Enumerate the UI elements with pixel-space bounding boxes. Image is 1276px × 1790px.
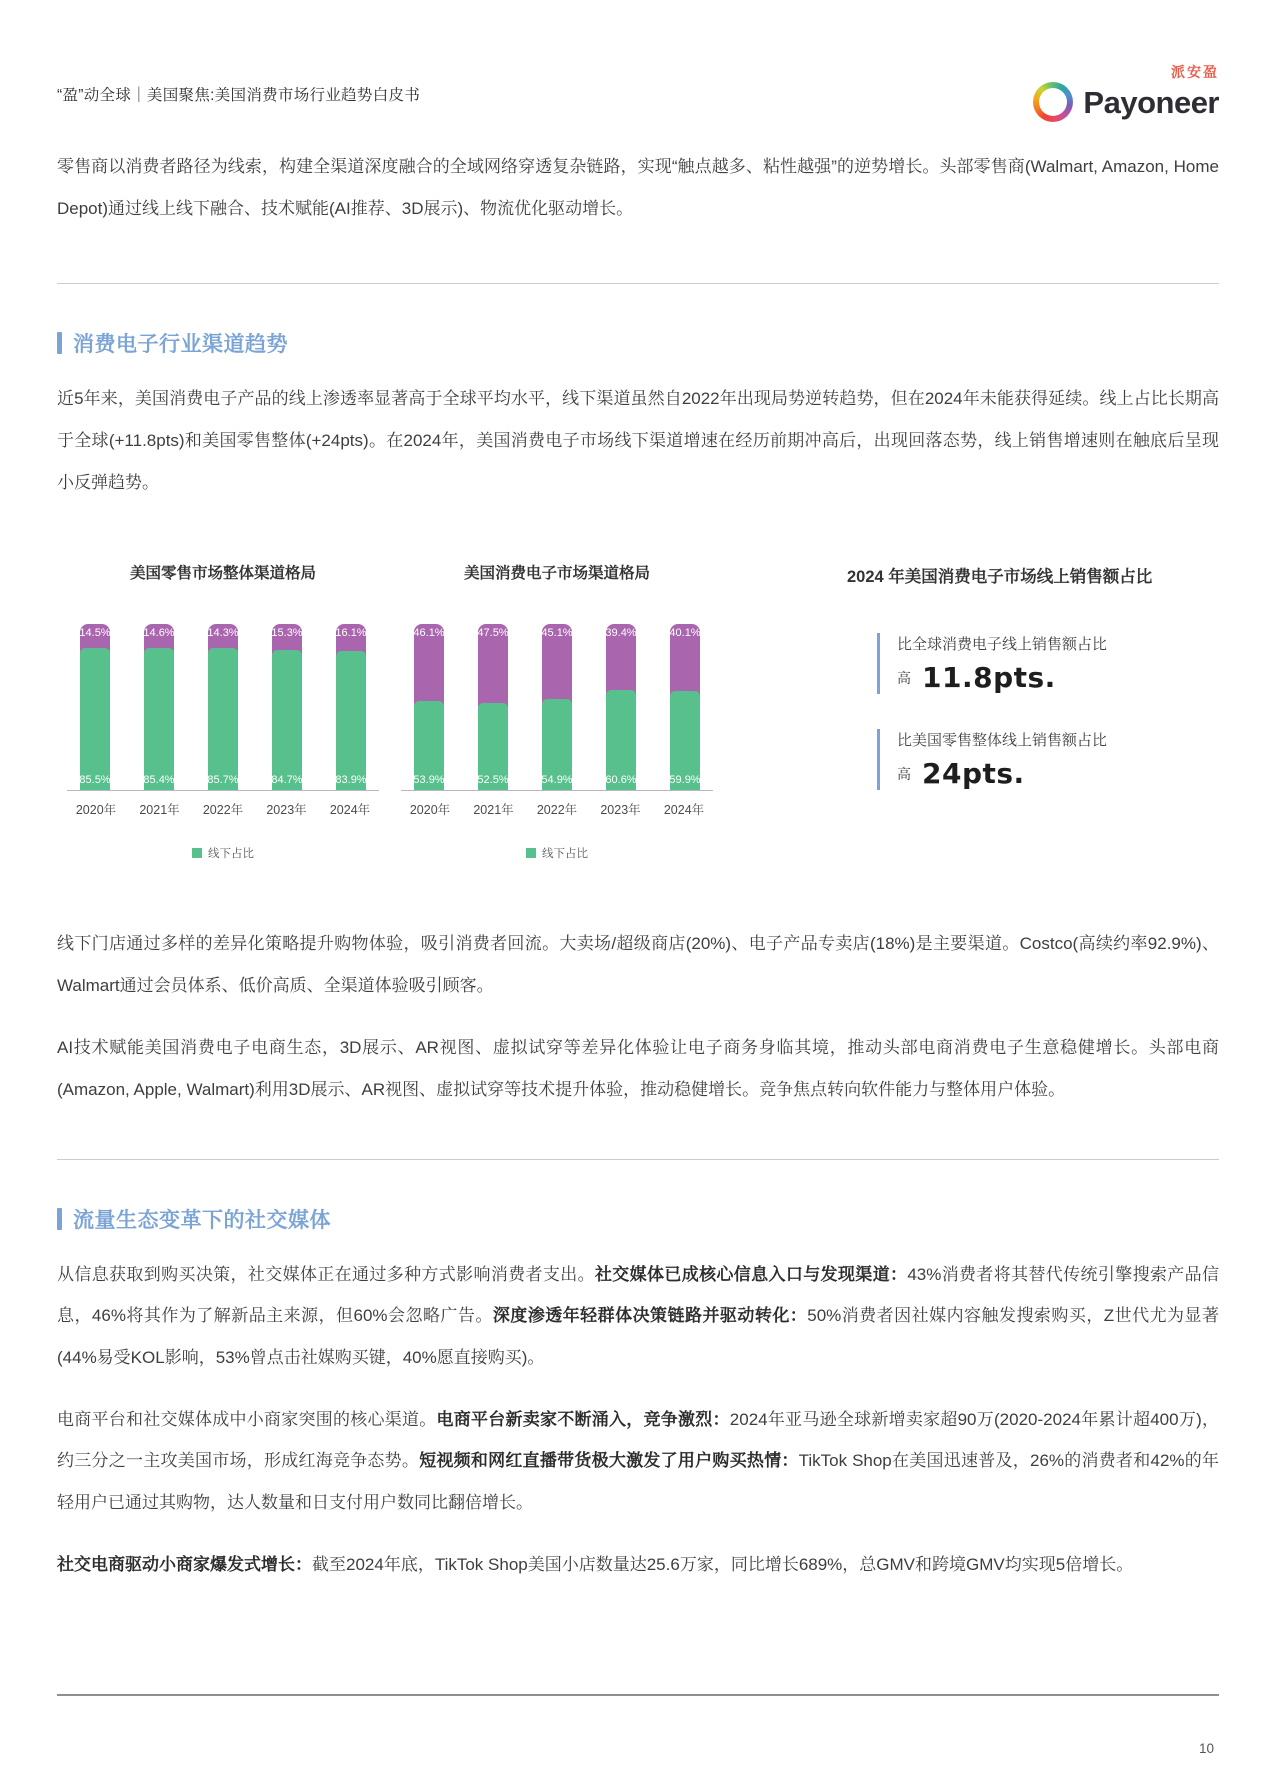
offline-share-label: 53.9% <box>413 774 445 787</box>
stacked-bar <box>336 624 366 790</box>
offline-segment <box>208 648 238 790</box>
legend-label: 线下占比 <box>542 848 588 861</box>
stat-prefix: 高 <box>897 669 911 686</box>
section2-title <box>57 1204 1219 1234</box>
online-share-label: 16.1% <box>335 627 367 640</box>
offline-share-label: 52.5% <box>477 774 509 787</box>
stat-value: 24pts. <box>922 757 1025 791</box>
chart-us-retail-channel-mix <box>57 561 389 861</box>
chart-bars <box>407 624 707 790</box>
stat-vs-us-retail <box>877 729 1219 790</box>
x-axis-label: 2021年 <box>473 803 514 818</box>
chart-title: 美国零售市场整体渠道格局 <box>129 565 316 583</box>
stat-value-row <box>897 661 1219 694</box>
chart-legend <box>391 845 723 861</box>
offline-share-label: 54.9% <box>541 774 573 787</box>
offline-share-label: 60.6% <box>605 774 637 787</box>
stacked-bar <box>606 624 636 790</box>
stat-value: 11.8pts. <box>922 661 1056 695</box>
stacked-bar <box>208 624 238 790</box>
stat-prefix: 高 <box>897 765 911 782</box>
offline-segment <box>272 650 302 791</box>
section2-paragraph1: 从信息获取到购买决策，社交媒体正在通过多种方式影响消费者支出。社交媒体已成核心信息入口与发现渠道：43%消费者将其替代传统引擎搜索产品信息，46%将其作为了解新品主来源，但60%会忽略广告。深度渗透年轻群体决策链路并驱动转化：50%消费者因社媒内容触发搜索购买，Z世代尤为显著(44%易受KOL影响，53%曾点击社媒购买键，40%愿直接购买)。 <box>57 1264 1220 1368</box>
online-share-label: 14.5% <box>79 627 111 640</box>
stacked-bar <box>414 624 444 790</box>
intro-paragraph: 零售商以消费者路径为线索，构建全渠道深度融合的全域网络穿透复杂链路，实现“触点越多、粘性越强”的逆势增长。头部零售商(Walmart, Amazon, Home Depot)通过线上线下融合、技术赋能(AI推荐、3D展示)、物流优化驱动增长。 <box>57 157 1219 218</box>
offline-share-label: 84.7% <box>271 774 303 787</box>
stat-label: 比全球消费电子线上销售额占比 <box>897 636 1108 654</box>
divider <box>57 283 1219 284</box>
legend-swatch <box>526 848 536 858</box>
offline-share-label: 85.4% <box>143 774 175 787</box>
section2-title-label: 流量生态变革下的社交媒体 <box>73 1208 331 1232</box>
payoneer-wordmark: Payoneer <box>1083 84 1219 120</box>
section1-paragraph2: 线下门店通过多样的差异化策略提升购物体验，吸引消费者回流。大卖场/超级商店(20%)、电子产品专卖店(18%)是主要渠道。Costco(高续约率92.9%)、Walmart通过会员体系、低价高质、全渠道体验吸引顾客。 <box>57 934 1219 995</box>
online-share-label: 40.1% <box>669 627 701 640</box>
divider <box>57 1159 1219 1160</box>
document-header-title: “盈”动全球｜美国聚焦:美国消费市场行业趋势白皮书 <box>57 87 421 104</box>
offline-share-label: 59.9% <box>669 774 701 787</box>
chart-x-axis <box>67 790 379 818</box>
x-axis-label: 2023年 <box>266 803 307 818</box>
chart-legend <box>57 845 389 861</box>
payoneer-chinese-name: 派安盈 <box>1171 64 1219 80</box>
online-share-label: 39.4% <box>605 627 637 640</box>
stacked-bar <box>478 624 508 790</box>
x-axis-label: 2024年 <box>663 803 705 818</box>
charts-row <box>57 561 1219 861</box>
offline-share-label: 85.7% <box>207 774 239 787</box>
stacked-bar <box>542 624 572 790</box>
stacked-bar <box>272 624 302 790</box>
legend-label: 线下占比 <box>208 848 254 861</box>
section-title-bar <box>57 332 62 354</box>
x-axis-label: 2020年 <box>75 803 117 818</box>
page-header <box>57 66 1219 122</box>
x-axis-label: 2022年 <box>536 803 578 818</box>
offline-share-label: 85.5% <box>79 774 111 787</box>
chart-x-axis <box>401 790 713 818</box>
offline-segment <box>80 648 110 790</box>
x-axis-label: 2020年 <box>409 803 451 818</box>
footer-divider <box>57 1694 1219 1696</box>
x-axis-label: 2024年 <box>329 803 371 818</box>
section-title-bar <box>57 1208 62 1230</box>
section2-paragraph2: 电商平台和社交媒体成中小商家突围的核心渠道。电商平台新卖家不断涌入，竞争激烈：2024年亚马逊全球新增卖家超90万(2020-2024年累计超400万)，约三分之一主攻美国市场，形成红海竞争态势。短视频和网红直播带货极大激发了用户购买热情：TikTok Shop在美国迅速普及，26%的消费者和42%的年轻用户已通过其购物，达人数量和日支付用户数同比翻倍增长。 <box>57 1409 1220 1512</box>
offline-segment <box>144 648 174 790</box>
x-axis-label: 2023年 <box>600 803 641 818</box>
section1-title <box>57 328 1219 358</box>
section1-paragraph3: AI技术赋能美国消费电子电商生态，3D展示、AR视图、虚拟试穿等差异化体验让电子商务身临其境，推动头部电商消费电子生意稳健增长。头部电商(Amazon, Apple, Walmart)利用3D展示、AR视图、虚拟试穿等技术提升体验，推动稳健增长。竞争焦点转向软件能力与整体用户体验。 <box>57 1038 1219 1100</box>
stats-panel-title: 2024 年美国消费电子市场线上销售额占比 <box>847 568 1153 587</box>
section2-paragraph3: 社交电商驱动小商家爆发式增长：截至2024年底，TikTok Shop美国小店数量达25.6万家，同比增长689%，总GMV和跨境GMV均实现5倍增长。 <box>57 1554 1134 1574</box>
online-share-label: 14.6% <box>143 627 175 640</box>
chart-bars <box>73 624 373 790</box>
section1-title-label: 消费电子行业渠道趋势 <box>73 333 288 357</box>
page-number: 10 <box>1198 1741 1214 1756</box>
online-share-label: 15.3% <box>271 627 303 640</box>
online-share-label: 14.3% <box>207 627 239 640</box>
stacked-bar <box>144 624 174 790</box>
payoneer-logo <box>1033 66 1219 122</box>
payoneer-ring-icon <box>1033 82 1073 122</box>
stacked-bar <box>670 624 700 790</box>
online-share-label: 45.1% <box>541 627 573 640</box>
section1-paragraph1: 近5年来，美国消费电子产品的线上渗透率显著高于全球平均水平，线下渠道虽然自2022年出现局势逆转趋势，但在2024年未能获得延续。线上占比长期高于全球(+11.8pts)和美国零售整体(+24pts)。在2024年，美国消费电子市场线下渠道增速在经历前期冲高后，出现回落态势，线上销售增速则在触底后呈现小反弹趋势。 <box>57 389 1219 492</box>
stacked-bar <box>80 624 110 790</box>
offline-share-label: 83.9% <box>335 774 367 787</box>
chart-us-consumer-electronics-channel-mix <box>391 561 723 861</box>
stat-vs-global <box>877 633 1219 694</box>
stat-label: 比美国零售整体线上销售额占比 <box>897 732 1108 750</box>
online-share-stats-panel <box>847 561 1219 790</box>
x-axis-label: 2022年 <box>202 803 244 818</box>
stat-value-row <box>897 757 1219 790</box>
offline-segment <box>336 651 366 790</box>
online-share-label: 46.1% <box>413 627 445 640</box>
legend-swatch <box>192 848 202 858</box>
online-share-label: 47.5% <box>477 627 509 640</box>
x-axis-label: 2021年 <box>139 803 180 818</box>
chart-title: 美国消费电子市场渠道格局 <box>463 565 650 583</box>
